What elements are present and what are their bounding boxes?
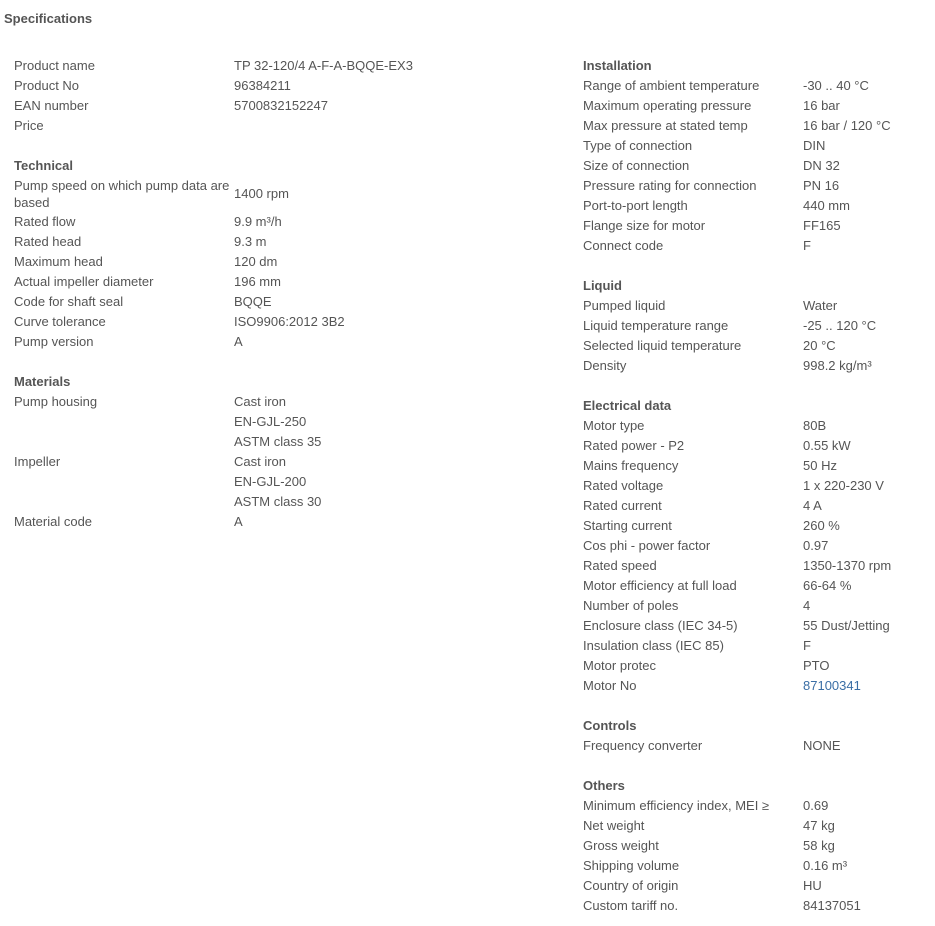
spec-value: DN 32	[803, 158, 840, 173]
spec-row	[583, 136, 928, 156]
spec-value: 16 bar / 120 °C	[803, 118, 891, 133]
spec-value: 196 mm	[234, 274, 281, 289]
spec-label: Mains frequency	[583, 458, 679, 473]
spec-value: 58 kg	[803, 838, 835, 853]
spec-row	[14, 252, 554, 272]
spec-value: BQQE	[234, 294, 272, 309]
spec-value-line: EN-GJL-200	[234, 474, 307, 489]
spec-row	[583, 176, 928, 196]
spec-row	[14, 312, 554, 332]
spec-row	[583, 876, 928, 896]
spec-value: 50 Hz	[803, 458, 837, 473]
spec-row	[583, 676, 928, 696]
spec-row	[583, 596, 928, 616]
spec-row	[583, 796, 928, 816]
spec-value: 96384211	[234, 78, 291, 93]
spec-value: NONE	[803, 738, 841, 753]
spec-value: Water	[803, 298, 838, 313]
spec-label: Price	[14, 118, 44, 133]
spec-row	[583, 436, 928, 456]
spec-value: -25 .. 120 °C	[803, 318, 877, 333]
section-general	[14, 56, 554, 136]
section-materials	[14, 372, 554, 532]
motor-no-link[interactable]: 87100341	[803, 678, 861, 693]
right-column	[583, 56, 928, 916]
spec-row	[583, 496, 928, 516]
spec-label: Custom tariff no.	[583, 898, 679, 913]
spec-label: Cos phi - power factor	[583, 538, 711, 553]
spec-value: PN 16	[803, 178, 840, 193]
spec-label: Insulation class (IEC 85)	[583, 638, 724, 653]
spec-value: 1400 rpm	[234, 186, 289, 201]
spec-label: Rated head	[14, 234, 82, 249]
spec-label: Size of connection	[583, 158, 690, 173]
spec-row	[583, 516, 928, 536]
spec-value: HU	[803, 878, 822, 893]
page-title: Specifications	[4, 11, 93, 26]
spec-label: Range of ambient temperature	[583, 78, 760, 93]
spec-value: 1350-1370 rpm	[803, 558, 892, 573]
spec-value-line: ASTM class 35	[234, 434, 322, 449]
spec-value: PTO	[803, 658, 830, 673]
spec-row	[14, 272, 554, 292]
spec-row	[583, 816, 928, 836]
spec-label: Material code	[14, 514, 93, 529]
spec-value: 84137051	[803, 898, 861, 913]
spec-value: 4 A	[803, 498, 822, 513]
spec-row	[14, 512, 554, 532]
spec-value: 9.9 m³/h	[234, 214, 282, 229]
spec-row	[583, 556, 928, 576]
spec-value-line: ASTM class 30	[234, 494, 322, 509]
spec-label: Country of origin	[583, 878, 679, 893]
spec-value: A	[234, 334, 243, 349]
section-controls	[583, 716, 928, 756]
spec-row	[583, 96, 928, 116]
spec-row	[583, 316, 928, 336]
spec-value: F	[803, 238, 811, 253]
spec-row	[583, 196, 928, 216]
spec-label: Impeller	[14, 454, 61, 469]
spec-row	[14, 176, 554, 212]
spec-row	[583, 216, 928, 236]
spec-row	[583, 616, 928, 636]
spec-label: Rated speed	[583, 558, 657, 573]
spec-row	[14, 392, 554, 452]
section-heading: Installation	[583, 58, 652, 73]
spec-label: Rated voltage	[583, 478, 664, 493]
spec-value-line: Cast iron	[234, 454, 287, 469]
spec-value: DIN	[803, 138, 826, 153]
spec-row	[583, 896, 928, 916]
spec-label: Motor type	[583, 418, 645, 433]
spec-label: Density	[583, 358, 627, 373]
spec-label: Flange size for motor	[583, 218, 706, 233]
spec-value	[234, 392, 321, 452]
spec-label: Actual impeller diameter	[14, 274, 154, 289]
spec-value: TP 32-120/4 A-F-A-BQQE-EX3	[234, 58, 413, 73]
spec-row	[14, 332, 554, 352]
spec-row	[583, 336, 928, 356]
spec-row	[583, 636, 928, 656]
spec-row	[583, 536, 928, 556]
spec-row	[583, 356, 928, 376]
spec-row	[14, 96, 554, 116]
spec-row	[14, 76, 554, 96]
spec-label: Curve tolerance	[14, 314, 106, 329]
spec-label: Frequency converter	[583, 738, 703, 753]
spec-row	[583, 296, 928, 316]
section-electrical	[583, 396, 928, 696]
spec-label: Liquid temperature range	[583, 318, 729, 333]
spec-row	[14, 56, 554, 76]
spec-label: Maximum head	[14, 254, 103, 269]
spec-label: Motor No	[583, 678, 637, 693]
section-heading: Others	[583, 778, 625, 793]
spec-value: 998.2 kg/m³	[803, 358, 872, 373]
spec-value: 5700832152247	[234, 98, 328, 113]
spec-value	[234, 452, 321, 512]
spec-value: 20 °C	[803, 338, 836, 353]
section-technical	[14, 156, 554, 352]
spec-label: Pumped liquid	[583, 298, 666, 313]
spec-label: Pressure rating for connection	[583, 178, 757, 193]
spec-value: -30 .. 40 °C	[803, 78, 869, 93]
spec-value: ISO9906:2012 3B2	[234, 314, 345, 329]
spec-row	[583, 416, 928, 436]
spec-value: FF165	[803, 218, 841, 233]
spec-value: 0.97	[803, 538, 829, 553]
spec-row	[583, 456, 928, 476]
spec-value: 260 %	[803, 518, 840, 533]
spec-value: 0.55 kW	[803, 438, 851, 453]
spec-row	[583, 156, 928, 176]
spec-value: 4	[803, 598, 811, 613]
spec-label: Starting current	[583, 518, 672, 533]
spec-row	[583, 76, 928, 96]
spec-row	[583, 576, 928, 596]
spec-row	[583, 476, 928, 496]
spec-row	[14, 292, 554, 312]
spec-value: 80B	[803, 418, 827, 433]
spec-label: Rated flow	[14, 214, 76, 229]
spec-label: EAN number	[14, 98, 89, 113]
spec-label: Minimum efficiency index, MEI ≥	[583, 798, 770, 813]
spec-label: Net weight	[583, 818, 645, 833]
spec-label: Code for shaft seal	[14, 294, 124, 309]
spec-row	[583, 836, 928, 856]
spec-label: Pump speed on which pump data are based	[14, 178, 230, 210]
spec-value: 440 mm	[803, 198, 850, 213]
section-heading: Liquid	[583, 278, 622, 293]
spec-value: 1 x 220-230 V	[803, 478, 884, 493]
spec-value-line: EN-GJL-250	[234, 414, 307, 429]
spec-label: Connect code	[583, 238, 664, 253]
spec-label: Product name	[14, 58, 95, 73]
spec-label: Gross weight	[583, 838, 659, 853]
spec-value: 9.3 m	[234, 234, 267, 249]
spec-label: Enclosure class (IEC 34-5)	[583, 618, 738, 633]
spec-row	[583, 116, 928, 136]
spec-value: 120 dm	[234, 254, 278, 269]
spec-value: 47 kg	[803, 818, 835, 833]
spec-value: F	[803, 638, 811, 653]
spec-row	[583, 236, 928, 256]
section-installation	[583, 56, 928, 256]
spec-value: A	[234, 514, 243, 529]
spec-label: Pump version	[14, 334, 94, 349]
spec-label: Rated power - P2	[583, 438, 685, 453]
spec-row	[14, 212, 554, 232]
section-heading: Electrical data	[583, 398, 672, 413]
spec-row	[14, 116, 554, 136]
spec-row	[14, 232, 554, 252]
section-others	[583, 776, 928, 916]
spec-label: Motor protec	[583, 658, 656, 673]
section-heading: Technical	[14, 158, 74, 173]
spec-label: Motor efficiency at full load	[583, 578, 737, 593]
spec-label: Number of poles	[583, 598, 679, 613]
spec-value: 66-64 %	[803, 578, 852, 593]
left-column	[14, 56, 554, 532]
spec-row	[583, 856, 928, 876]
spec-row	[14, 452, 554, 512]
section-liquid	[583, 276, 928, 376]
spec-value: 0.16 m³	[803, 858, 848, 873]
spec-value: 55 Dust/Jetting	[803, 618, 890, 633]
spec-row	[583, 736, 928, 756]
spec-label: Pump housing	[14, 394, 98, 409]
spec-label: Rated current	[583, 498, 662, 513]
spec-value-line: Cast iron	[234, 394, 287, 409]
spec-row	[583, 656, 928, 676]
spec-label: Max pressure at stated temp	[583, 118, 748, 133]
spec-label: Product No	[14, 78, 80, 93]
spec-value: 16 bar	[803, 98, 840, 113]
spec-value: 0.69	[803, 798, 829, 813]
section-heading: Materials	[14, 374, 71, 389]
spec-label: Selected liquid temperature	[583, 338, 742, 353]
spec-label: Maximum operating pressure	[583, 98, 752, 113]
spec-label: Port-to-port length	[583, 198, 688, 213]
spec-label: Shipping volume	[583, 858, 680, 873]
section-heading: Controls	[583, 718, 637, 733]
spec-label: Type of connection	[583, 138, 693, 153]
